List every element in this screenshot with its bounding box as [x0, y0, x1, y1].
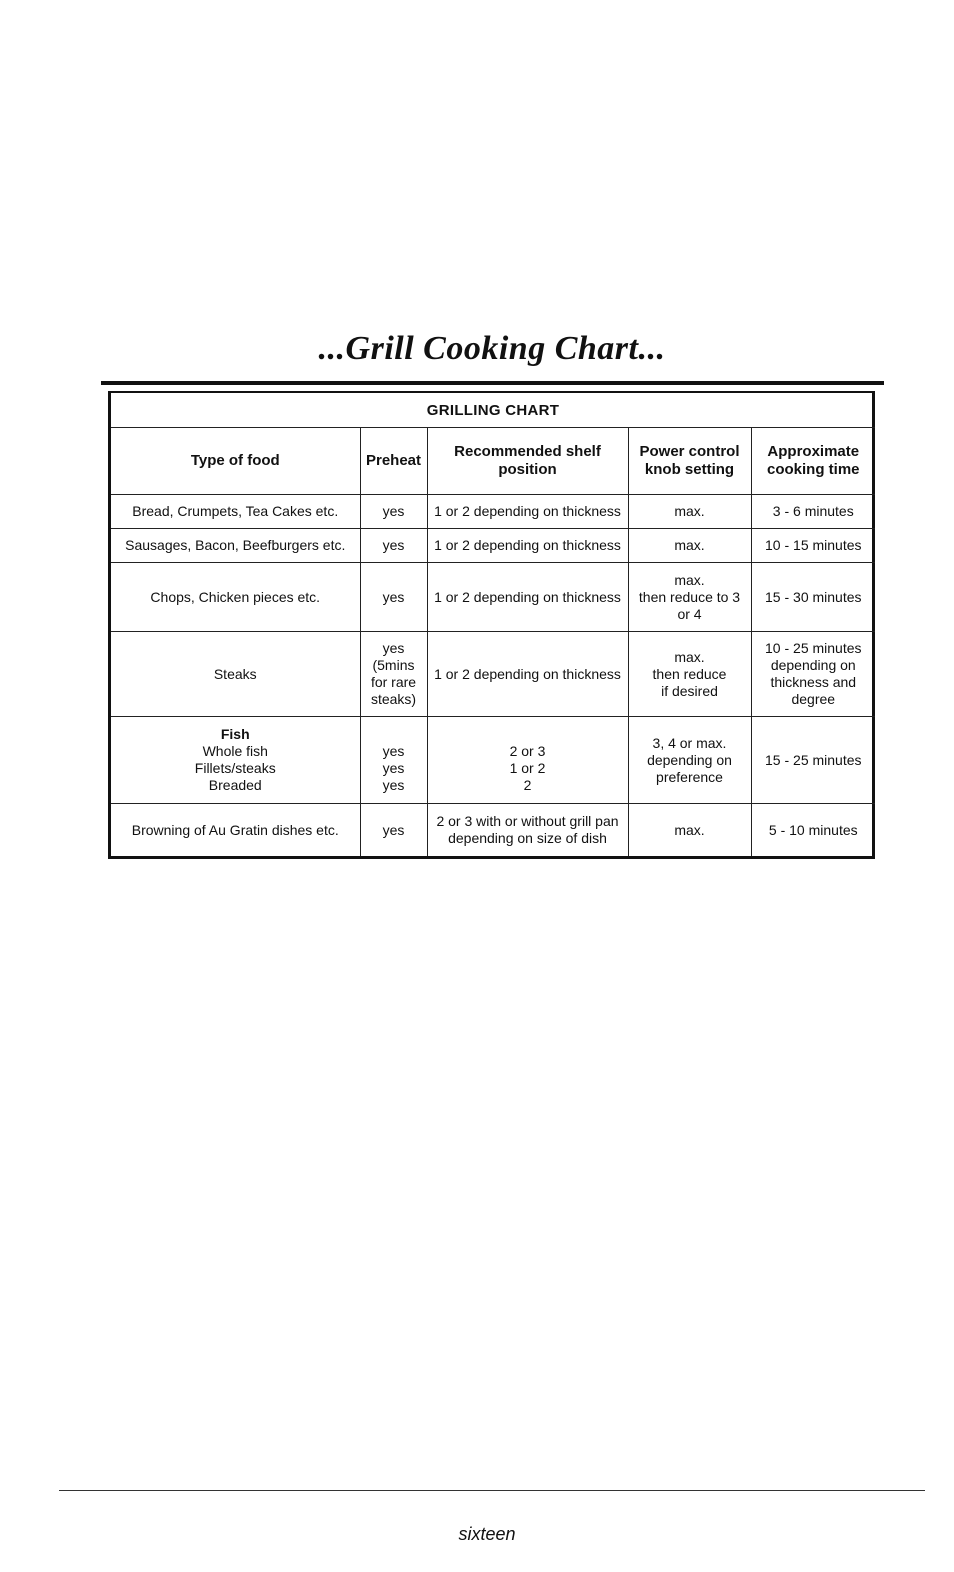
- cell-line: yes: [382, 537, 405, 553]
- cell-line: 1 or 2 depending on thickness: [434, 665, 621, 682]
- cell-preheat: [360, 632, 427, 717]
- cell-setting: [628, 804, 751, 857]
- cell-shelf: [427, 717, 628, 804]
- cell-setting: [628, 632, 751, 717]
- cell-line: 15 - 30 minutes: [765, 588, 862, 605]
- cell-line: Breaded: [208, 777, 262, 793]
- cell-setting: [628, 529, 751, 563]
- cell-line: 10 - 25 minutes: [765, 640, 862, 656]
- cell-preheat: [360, 717, 427, 804]
- column-header-food: Type of food: [111, 428, 360, 495]
- title-rule: [101, 381, 884, 385]
- cell-time: [751, 563, 875, 632]
- cell-food: [111, 563, 360, 632]
- cell-time: [751, 529, 875, 563]
- cell-setting: [628, 563, 751, 632]
- cell-line: 1 or 2 depending on thickness: [434, 537, 621, 553]
- footer-rule: [59, 1490, 925, 1491]
- cell-line: 3, 4 or max.: [652, 734, 727, 751]
- column-header-setting: Power control knob setting: [628, 428, 751, 495]
- cell-line: Fillets/steaks: [194, 760, 276, 776]
- cell-preheat: [360, 529, 427, 563]
- cell-line: depending on: [647, 751, 732, 768]
- cell-food: [111, 529, 360, 563]
- cell-line: 2: [523, 777, 532, 793]
- grilling-chart: [108, 391, 875, 859]
- cell-shelf: [427, 632, 628, 717]
- cell-line: (5mins: [372, 657, 415, 673]
- cell-time: [751, 632, 875, 717]
- cell-line: or 4: [677, 605, 702, 622]
- cell-preheat: [360, 563, 427, 632]
- cell-line: yes: [382, 821, 405, 838]
- cell-line: Browning of Au Gratin dishes etc.: [131, 821, 339, 838]
- cell-shelf: [427, 563, 628, 632]
- cell-line: 2 or 3 with or without grill pan: [436, 813, 619, 829]
- table-row: [111, 529, 875, 563]
- cell-shelf: [427, 804, 628, 857]
- cell-line: 1 or 2 depending on thickness: [434, 588, 621, 605]
- cell-shelf: [427, 495, 628, 529]
- cell-time: [751, 495, 875, 529]
- cell-line: degree: [791, 691, 836, 707]
- cell-line: 15 - 25 minutes: [765, 751, 862, 768]
- cell-food: [111, 495, 360, 529]
- cell-line: steaks): [370, 691, 417, 707]
- cell-line: thickness and: [770, 674, 857, 690]
- cell-line: yes: [382, 640, 405, 656]
- table-row: [111, 495, 875, 529]
- cell-line: [430, 726, 626, 743]
- cell-line: preference: [656, 768, 723, 785]
- page-title: ...Grill Cooking Chart...: [318, 330, 666, 367]
- cell-line: 1 or 2 depending on thickness: [434, 503, 621, 519]
- column-header-time: Approximate cooking time: [751, 428, 875, 495]
- table-row: [111, 717, 875, 804]
- cell-line: [363, 726, 425, 743]
- cell-line: max.: [674, 648, 705, 665]
- cell-setting: [628, 495, 751, 529]
- cell-line: 2 or 3: [509, 743, 546, 759]
- cell-line: max.: [674, 821, 705, 838]
- cell-line: max.: [674, 537, 705, 553]
- cell-line: Steaks: [213, 665, 257, 682]
- cell-line: 1 or 2: [509, 760, 546, 776]
- cell-time: [751, 717, 875, 804]
- cell-line: yes: [382, 503, 405, 519]
- cell-line: max.: [674, 571, 705, 588]
- cell-line: 10 - 15 minutes: [765, 537, 862, 553]
- cell-line: Bread, Crumpets, Tea Cakes etc.: [132, 503, 339, 519]
- table-row: [111, 563, 875, 632]
- cell-line: for rare: [370, 674, 417, 690]
- cell-food: [111, 717, 360, 804]
- cell-line: if desired: [661, 682, 718, 699]
- cell-shelf: [427, 529, 628, 563]
- cell-line: max.: [674, 503, 705, 519]
- cell-line: Fish: [220, 726, 250, 742]
- cell-time: [751, 804, 875, 857]
- cell-line: yes: [382, 743, 405, 759]
- table-row: [111, 632, 875, 717]
- chart-body: [111, 495, 875, 857]
- cell-line: 5 - 10 minutes: [768, 821, 858, 838]
- cell-line: yes: [382, 760, 405, 776]
- column-header-row: [111, 428, 875, 495]
- cell-line: then reduce to 3: [638, 588, 741, 605]
- cell-food: [111, 632, 360, 717]
- cell-setting: [628, 717, 751, 804]
- cell-line: depending on: [770, 657, 856, 673]
- chart-heading: GRILLING CHART: [111, 393, 875, 428]
- column-header-shelf: Recommended shelf position: [427, 428, 628, 495]
- cell-food: [111, 804, 360, 857]
- cell-line: depending on size of dish: [448, 830, 607, 846]
- cell-line: yes: [382, 777, 405, 793]
- cell-line: yes: [382, 588, 405, 605]
- cell-line: Sausages, Bacon, Beefburgers etc.: [125, 537, 346, 553]
- cell-preheat: [360, 495, 427, 529]
- page-number: sixteen: [458, 1524, 516, 1544]
- grilling-chart-table: [111, 393, 875, 856]
- cell-line: then reduce: [652, 665, 727, 682]
- column-header-preheat: Preheat: [360, 428, 427, 495]
- cell-line: Whole fish: [202, 743, 268, 759]
- cell-line: Chops, Chicken pieces etc.: [150, 588, 321, 605]
- cell-line: 3 - 6 minutes: [772, 503, 854, 519]
- cell-preheat: [360, 804, 427, 857]
- table-row: [111, 804, 875, 857]
